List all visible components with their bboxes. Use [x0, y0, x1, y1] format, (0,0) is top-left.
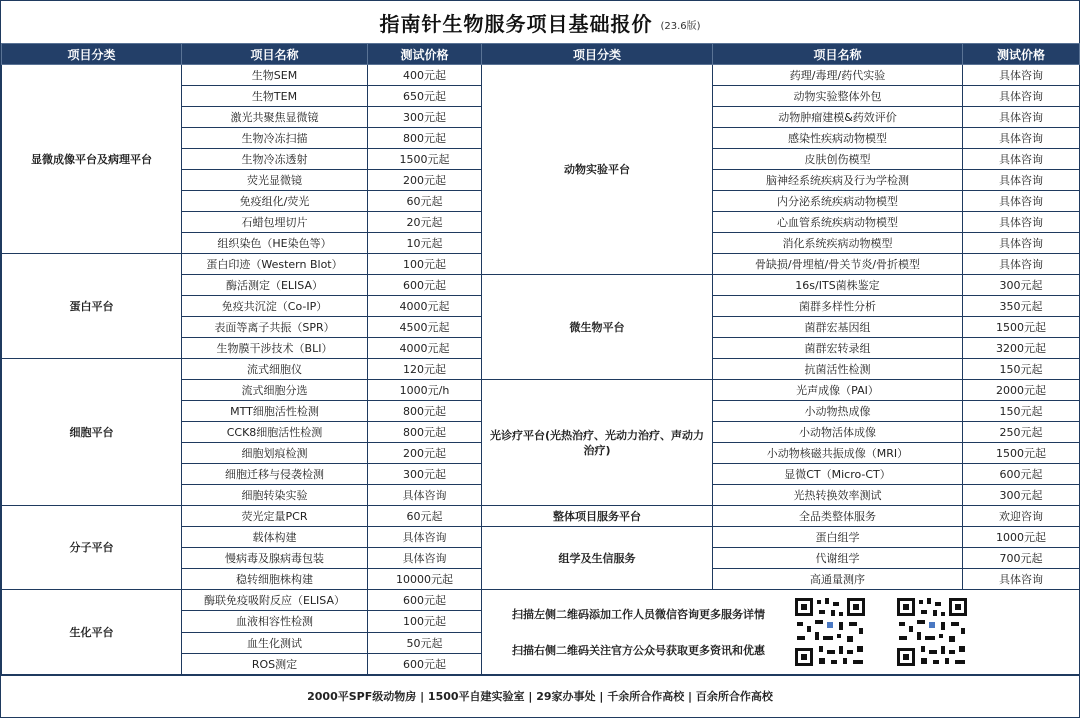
header-price: 测试价格 — [963, 44, 1080, 65]
left-item-name: CCK8细胞活性检测 — [182, 422, 368, 443]
right-item-name: 动物肿瘤建模&药效评价 — [713, 107, 963, 128]
left-item-price: 600元起 — [368, 653, 482, 674]
right-item-name: 蛋白组学 — [713, 527, 963, 548]
left-item-price: 具体咨询 — [368, 548, 482, 569]
left-item-name: 酶联免疫吸附反应（ELISA） — [182, 590, 368, 611]
left-item-price: 60元起 — [368, 506, 482, 527]
left-item-name: MTT细胞活性检测 — [182, 401, 368, 422]
left-item-price: 10000元起 — [368, 569, 482, 590]
title-bar — [1, 1, 1079, 43]
right-item-price: 具体咨询 — [963, 569, 1080, 590]
right-item-price: 350元起 — [963, 296, 1080, 317]
footer-text: 2000平SPF级动物房 | 1500平自建实验室 | 29家办事处 | 千余所合作高校 | 百余所合作高校 — [307, 690, 773, 703]
qr-area — [482, 590, 1079, 674]
left-item-name: 蛋白印迹（Western Blot） — [182, 254, 368, 275]
right-item-name: 小动物活体成像 — [713, 422, 963, 443]
left-item-price: 300元起 — [368, 107, 482, 128]
left-category-cell: 蛋白平台 — [2, 254, 182, 359]
right-item-name: 脑神经系统疾病及行为学检测 — [713, 170, 963, 191]
left-item-price: 20元起 — [368, 212, 482, 233]
left-item-name: 细胞迁移与侵袭检测 — [182, 464, 368, 485]
left-item-price: 1000元/h — [368, 380, 482, 401]
right-item-name: 消化系统疾病动物模型 — [713, 233, 963, 254]
right-item-price: 具体咨询 — [963, 128, 1080, 149]
header-category: 项目分类 — [2, 44, 182, 65]
right-item-price: 具体咨询 — [963, 86, 1080, 107]
right-item-name: 16s/ITS菌株鉴定 — [713, 275, 963, 296]
official-account-qr-code-icon[interactable] — [895, 596, 969, 668]
qr-section — [482, 590, 1080, 675]
qr-text-left: 扫描左侧二维码添加工作人员微信咨询更多服务详情 — [512, 608, 765, 621]
right-item-name: 光热转换效率测试 — [713, 485, 963, 506]
header-name: 项目名称 — [713, 44, 963, 65]
right-item-price: 150元起 — [963, 401, 1080, 422]
left-item-name: 石蜡包埋切片 — [182, 212, 368, 233]
left-item-price: 800元起 — [368, 128, 482, 149]
left-item-name: 血液相容性检测 — [182, 611, 368, 632]
left-item-price: 400元起 — [368, 65, 482, 86]
left-item-name: 生物SEM — [182, 65, 368, 86]
right-category-cell: 动物实验平台 — [482, 65, 713, 275]
left-item-price: 具体咨询 — [368, 527, 482, 548]
right-item-price: 300元起 — [963, 275, 1080, 296]
right-item-price: 具体咨询 — [963, 191, 1080, 212]
left-category-cell: 显微成像平台及病理平台 — [2, 65, 182, 254]
right-item-name: 骨缺损/骨埋植/骨关节炎/骨折模型 — [713, 254, 963, 275]
right-item-name: 内分泌系统疾病动物模型 — [713, 191, 963, 212]
left-item-price: 4000元起 — [368, 338, 482, 359]
left-item-price: 10元起 — [368, 233, 482, 254]
right-item-name: 心血管系统疾病动物模型 — [713, 212, 963, 233]
right-item-price: 300元起 — [963, 485, 1080, 506]
left-item-price: 100元起 — [368, 611, 482, 632]
left-item-name: 慢病毒及腺病毒包装 — [182, 548, 368, 569]
version-label: (23.6版) — [660, 20, 701, 32]
left-category-cell: 细胞平台 — [2, 359, 182, 506]
right-item-price: 150元起 — [963, 359, 1080, 380]
header-category: 项目分类 — [482, 44, 713, 65]
left-item-name: 荧光显微镜 — [182, 170, 368, 191]
right-item-price: 具体咨询 — [963, 212, 1080, 233]
right-item-name: 菌群宏基因组 — [713, 317, 963, 338]
right-item-name: 小动物热成像 — [713, 401, 963, 422]
left-item-price: 4500元起 — [368, 317, 482, 338]
left-item-name: 细胞转染实验 — [182, 485, 368, 506]
left-item-name: 酶活测定（ELISA） — [182, 275, 368, 296]
left-item-price: 120元起 — [368, 359, 482, 380]
right-item-name: 菌群宏转录组 — [713, 338, 963, 359]
left-item-name: 免疫组化/荧光 — [182, 191, 368, 212]
right-item-name: 抗菌活性检测 — [713, 359, 963, 380]
right-item-name: 动物实验整体外包 — [713, 86, 963, 107]
left-item-price: 具体咨询 — [368, 485, 482, 506]
header-row — [2, 44, 1080, 65]
left-item-name: 生物冷冻透射 — [182, 149, 368, 170]
left-item-name: 表面等离子共振（SPR） — [182, 317, 368, 338]
left-item-name: 细胞划痕检测 — [182, 443, 368, 464]
left-item-price: 800元起 — [368, 422, 482, 443]
right-item-price: 具体咨询 — [963, 170, 1080, 191]
right-item-name: 显微CT（Micro-CT） — [713, 464, 963, 485]
right-item-name: 皮肤创伤模型 — [713, 149, 963, 170]
left-item-name: 血生化测试 — [182, 632, 368, 653]
footer-bar — [1, 675, 1079, 716]
left-item-price: 600元起 — [368, 275, 482, 296]
right-item-name: 代谢组学 — [713, 548, 963, 569]
right-item-price: 250元起 — [963, 422, 1080, 443]
right-category-cell: 微生物平台 — [482, 275, 713, 380]
right-item-price: 600元起 — [963, 464, 1080, 485]
left-item-price: 4000元起 — [368, 296, 482, 317]
left-category-cell: 生化平台 — [2, 590, 182, 675]
page-title: 指南针生物服务项目基础报价 — [379, 11, 653, 36]
wechat-qr-code-icon[interactable] — [793, 596, 867, 668]
left-item-name: 生物膜干涉技术（BLI） — [182, 338, 368, 359]
right-category-cell: 整体项目服务平台 — [482, 506, 713, 527]
right-category-cell: 组学及生信服务 — [482, 527, 713, 590]
left-item-name: 稳转细胞株构建 — [182, 569, 368, 590]
right-item-name: 感染性疾病动物模型 — [713, 128, 963, 149]
header-price: 测试价格 — [368, 44, 482, 65]
right-item-name: 光声成像（PAI） — [713, 380, 963, 401]
right-item-name: 菌群多样性分析 — [713, 296, 963, 317]
right-item-price: 具体咨询 — [963, 65, 1080, 86]
left-item-name: 组织染色（HE染色等） — [182, 233, 368, 254]
header-name: 项目名称 — [182, 44, 368, 65]
price-table — [1, 43, 1080, 675]
left-item-price: 300元起 — [368, 464, 482, 485]
right-item-name: 药理/毒理/药代实验 — [713, 65, 963, 86]
left-item-name: 激光共聚焦显微镜 — [182, 107, 368, 128]
right-item-price: 具体咨询 — [963, 254, 1080, 275]
left-item-name: 荧光定量PCR — [182, 506, 368, 527]
left-item-name: 载体构建 — [182, 527, 368, 548]
left-item-name: 流式细胞分选 — [182, 380, 368, 401]
left-item-price: 200元起 — [368, 170, 482, 191]
right-item-price: 具体咨询 — [963, 149, 1080, 170]
right-item-price: 3200元起 — [963, 338, 1080, 359]
left-item-price: 800元起 — [368, 401, 482, 422]
right-item-price: 1000元起 — [963, 527, 1080, 548]
table-row — [2, 506, 1080, 527]
qr-text-right: 扫描右侧二维码关注官方公众号获取更多资讯和优惠 — [512, 644, 765, 657]
left-item-price: 50元起 — [368, 632, 482, 653]
left-item-price: 600元起 — [368, 590, 482, 611]
left-item-price: 650元起 — [368, 86, 482, 107]
right-item-price: 1500元起 — [963, 317, 1080, 338]
left-item-name: ROS测定 — [182, 653, 368, 674]
right-item-price: 700元起 — [963, 548, 1080, 569]
right-item-name: 全品类整体服务 — [713, 506, 963, 527]
left-item-price: 60元起 — [368, 191, 482, 212]
right-item-name: 小动物核磁共振成像（MRI） — [713, 443, 963, 464]
left-item-name: 免疫共沉淀（Co-IP） — [182, 296, 368, 317]
right-item-price: 2000元起 — [963, 380, 1080, 401]
right-item-price: 欢迎咨询 — [963, 506, 1080, 527]
table-body — [2, 65, 1080, 675]
left-item-name: 生物TEM — [182, 86, 368, 107]
right-item-name: 高通量测序 — [713, 569, 963, 590]
right-item-price: 1500元起 — [963, 443, 1080, 464]
left-category-cell: 分子平台 — [2, 506, 182, 590]
left-item-name: 流式细胞仪 — [182, 359, 368, 380]
left-item-price: 1500元起 — [368, 149, 482, 170]
table-row — [2, 590, 1080, 611]
left-item-price: 100元起 — [368, 254, 482, 275]
left-item-name: 生物冷冻扫描 — [182, 128, 368, 149]
right-item-price: 具体咨询 — [963, 107, 1080, 128]
right-item-price: 具体咨询 — [963, 233, 1080, 254]
right-category-cell: 光诊疗平台(光热治疗、光动力治疗、声动力治疗) — [482, 380, 713, 506]
left-item-price: 200元起 — [368, 443, 482, 464]
table-row — [2, 65, 1080, 86]
qr-instructions — [512, 606, 765, 658]
